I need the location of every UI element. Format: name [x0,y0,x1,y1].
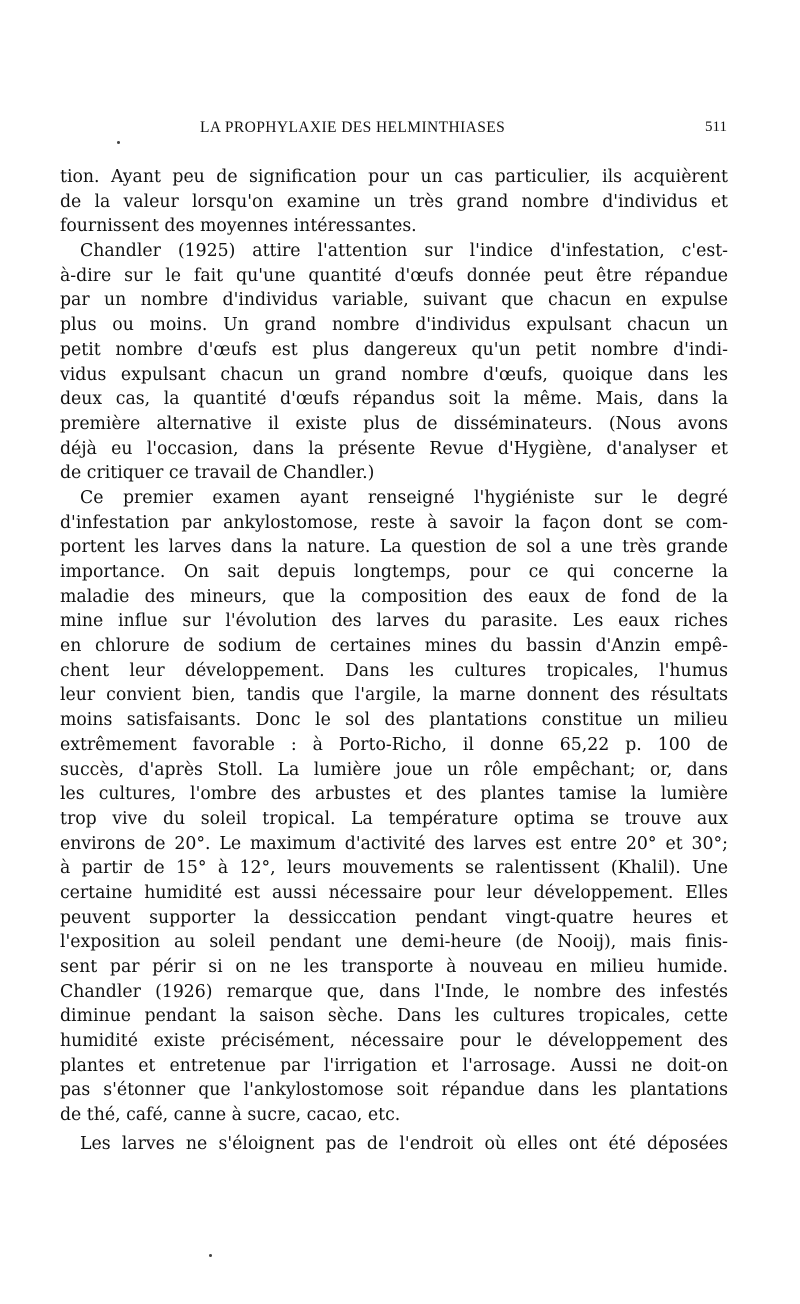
text-line: Chandler (1926) remarque que, dans l'Inde, le nombre des infestés [60,981,728,1002]
text-line: maladie des mineurs, que la composition des eaux de fond de la [60,586,728,607]
text-line: importance. On sait depuis longtemps, pour ce qui concerne la [60,562,728,582]
text-line: moins satisfaisants. Donc le sol des plantations constitue un milieu [60,710,728,731]
text-line: en chlorure de sodium de certaines mines du bassin d'Anzin empê- [60,636,728,657]
text-line: de la valeur lorsqu'on examine un très grand nombre d'individus et [60,191,728,212]
margin-speck [117,141,120,144]
text-line: sent par périr si on ne les transporte à nouveau en milieu humide. [60,957,728,977]
text-line: Chandler (1925) attire l'attention sur l'indice d'infestation, c'est- [80,241,728,262]
text-line: petit nombre d'œufs est plus dangereux qu'un petit nombre d'indi- [60,339,728,360]
text-line: première alternative il existe plus de disséminateurs. (Nous avons [60,413,728,434]
text-line: leur convient bien, tandis que l'argile, la marne donnent des résultats [60,685,728,706]
text-line: Ce premier examen ayant renseigné l'hygiéniste sur le degré [80,487,728,508]
text-line: Les larves ne s'éloignent pas de l'endroit où elles ont été déposées [80,1133,728,1154]
text-line: par un nombre d'individus variable, suivant que chacun en expulse [60,290,728,311]
text-line: d'infestation par ankylostomose, reste à savoir la façon dont se com- [60,512,728,533]
text-line: de thé, café, canne à sucre, cacao, etc. [60,1105,401,1126]
text-line: de critiquer ce travail de Chandler.) [60,463,375,484]
text-line: l'exposition au soleil pendant une demi-heure (de Nooij), mais finis- [60,932,728,953]
text-line: portent les larves dans la nature. La question de sol a une très grande [60,537,728,558]
text-line: succès, d'après Stoll. La lumière joue un rôle empêchant; or, dans [60,759,728,780]
running-head: LA PROPHYLAXIE DES HELMINTHIASES [200,119,506,136]
text-line: à partir de 15° à 12°, leurs mouvements se ralentissent (Khalil). Une [60,858,728,879]
text-line: fournissent des moyennes intéressantes. [60,216,417,237]
body-text [60,165,728,1157]
text-line: extrêmement favorable : à Porto-Richo, il donne 65,22 p. 100 de [60,734,728,755]
text-line: peuvent supporter la dessiccation pendant vingt-quatre heures et [60,907,728,928]
page-number: 511 [705,119,727,135]
text-line: environs de 20°. Le maximum d'activité des larves est entre 20° et 30°; [60,833,728,854]
margin-speck [209,1254,212,1257]
text-line: humidité existe précisément, nécessaire pour le développement des [60,1031,728,1052]
text-line: certaine humidité est aussi nécessaire pour leur développement. Elles [60,882,728,903]
text-line: deux cas, la quantité d'œufs répandus soit la même. Mais, dans la [60,389,728,410]
text-line: à-dire sur le fait qu'une quantité d'œufs donnée peut être répandue [60,265,728,286]
text-line: pas s'étonner que l'ankylostomose soit répandue dans les plantations [60,1080,728,1101]
text-line: déjà eu l'occasion, dans la présente Revue d'Hygiène, d'analyser et [60,438,728,459]
text-line: chent leur développement. Dans les cultures tropicales, l'humus [60,660,728,681]
text-line: mine influe sur l'évolution des larves du parasite. Les eaux riches [60,611,728,632]
text-line: les cultures, l'ombre des arbustes et des plantes tamise la lumière [60,784,728,805]
text-line: plantes et entretenue par l'irrigation et l'arrosage. Aussi ne doit-on [60,1055,728,1076]
text-line: diminue pendant la saison sèche. Dans les cultures tropicales, cette [60,1006,728,1027]
text-line: trop vive du soleil tropical. La température optima se trouve aux [60,808,728,829]
text-line: vidus expulsant chacun un grand nombre d'œufs, quoique dans les [60,364,728,385]
text-line: tion. Ayant peu de signification pour un cas particulier, ils acquièrent [60,167,728,187]
text-line: plus ou moins. Un grand nombre d'individus expulsant chacun un [60,315,728,336]
